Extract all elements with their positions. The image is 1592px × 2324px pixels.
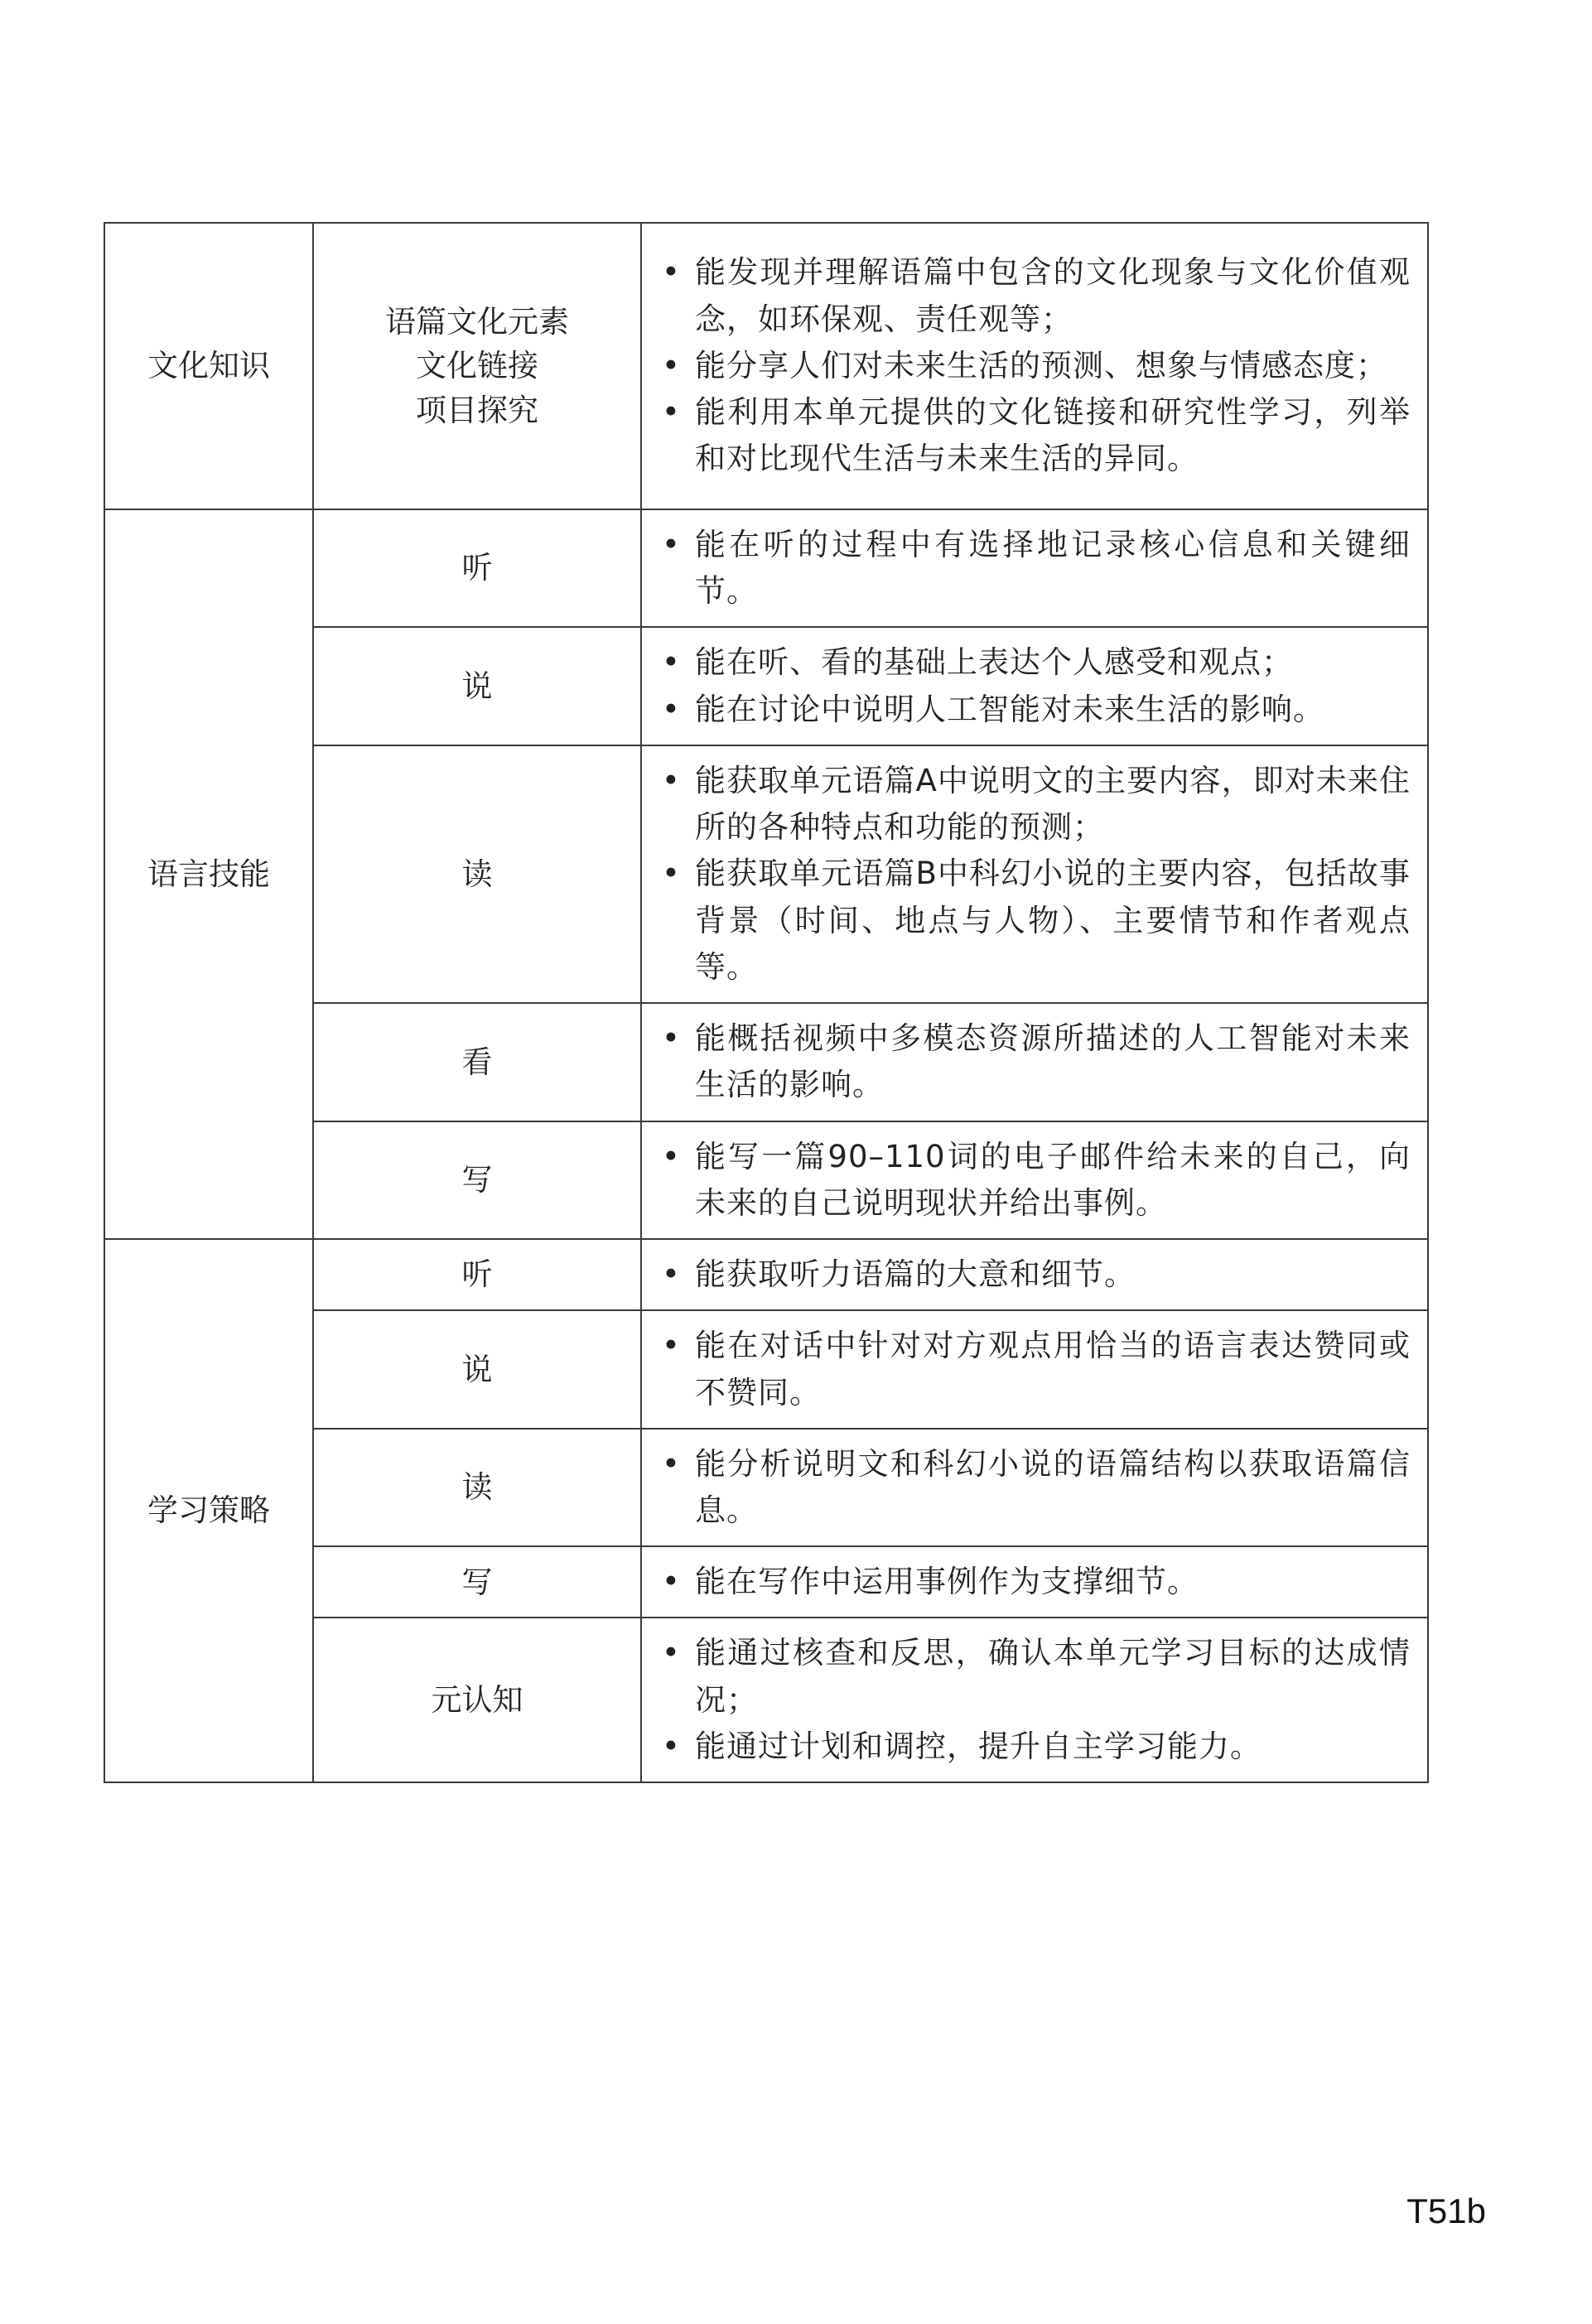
description-cell	[641, 1239, 1428, 1310]
objectives-table	[104, 222, 1429, 1783]
bullet-list	[654, 249, 1411, 482]
bullet-list	[654, 1630, 1411, 1770]
subcategory-cell: 写	[313, 1546, 641, 1618]
bullet-item: • 能通过计划和调控，提升自主学习能力。	[654, 1724, 1411, 1770]
bullet-item: • 能概括视频中多模态资源所描述的人工智能对未来生活的影响。	[654, 1015, 1411, 1108]
description-cell	[641, 1546, 1428, 1618]
description-cell	[641, 745, 1428, 1003]
subcategory-cell: 读	[313, 745, 641, 1003]
bullet-list	[654, 1134, 1411, 1227]
table-row	[104, 509, 1428, 627]
category-cell: 学习策略	[104, 1239, 313, 1782]
table-row	[104, 1239, 1428, 1310]
bullet-list	[654, 1015, 1411, 1108]
bullet-item: • 能在写作中运用事例作为支撑细节。	[654, 1559, 1411, 1605]
subcategory-line: 文化链接	[416, 348, 538, 384]
subcategory-line: 项目探究	[416, 392, 538, 428]
bullet-list	[654, 1441, 1411, 1534]
bullet-list	[654, 522, 1411, 615]
bullet-item: • 能利用本单元提供的文化链接和研究性学习，列举和对比现代生活与未来生活的异同。	[654, 389, 1411, 482]
bullet-list	[654, 639, 1411, 732]
subcategory-line: 语篇文化元素	[385, 303, 569, 340]
bullet-item: • 能在对话中针对对方观点用恰当的语言表达赞同或不赞同。	[654, 1323, 1411, 1415]
page-number: T51b	[1406, 2191, 1486, 2230]
description-cell	[641, 1618, 1428, 1782]
description-cell	[641, 1429, 1428, 1546]
description-cell	[641, 1310, 1428, 1428]
subcategory-cell	[313, 223, 641, 509]
bullet-item: • 能在听、看的基础上表达个人感受和观点；	[654, 639, 1411, 686]
bullet-list	[654, 1559, 1411, 1605]
subcategory-cell: 听	[313, 1239, 641, 1310]
objectives-table-body	[104, 223, 1428, 1782]
bullet-list	[654, 1323, 1411, 1415]
bullet-list	[654, 758, 1411, 991]
bullet-item: • 能在讨论中说明人工智能对未来生活的影响。	[654, 687, 1411, 733]
bullet-item: • 能获取听力语篇的大意和细节。	[654, 1251, 1411, 1298]
bullet-item: • 能获取单元语篇B中科幻小说的主要内容，包括故事背景（时间、地点与人物）、主要情节和作者观点等。	[654, 851, 1411, 991]
description-cell	[641, 1003, 1428, 1121]
bullet-item: • 能获取单元语篇A中说明文的主要内容，即对未来住所的各种特点和功能的预测；	[654, 758, 1411, 851]
description-cell	[641, 627, 1428, 745]
subcategory-cell: 写	[313, 1121, 641, 1239]
category-cell: 语言技能	[104, 509, 313, 1239]
description-cell	[641, 1121, 1428, 1239]
subcategory-cell: 说	[313, 627, 641, 745]
bullet-item: • 能分析说明文和科幻小说的语篇结构以获取语篇信息。	[654, 1441, 1411, 1534]
table-row	[104, 223, 1428, 509]
category-cell: 文化知识	[104, 223, 313, 509]
description-cell	[641, 223, 1428, 509]
subcategory-cell: 读	[313, 1429, 641, 1546]
subcategory-cell: 说	[313, 1310, 641, 1428]
subcategory-cell: 看	[313, 1003, 641, 1121]
bullet-item: • 能发现并理解语篇中包含的文化现象与文化价值观念，如环保观、责任观等；	[654, 249, 1411, 342]
bullet-item: • 能在听的过程中有选择地记录核心信息和关键细节。	[654, 522, 1411, 615]
description-cell	[641, 509, 1428, 627]
bullet-item: • 能写一篇90–110词的电子邮件给未来的自己，向未来的自己说明现状并给出事例。	[654, 1134, 1411, 1227]
subcategory-cell: 听	[313, 509, 641, 627]
bullet-item: • 能通过核查和反思，确认本单元学习目标的达成情况；	[654, 1630, 1411, 1723]
bullet-item: • 能分享人们对未来生活的预测、想象与情感态度；	[654, 343, 1411, 389]
bullet-list	[654, 1251, 1411, 1298]
subcategory-cell: 元认知	[313, 1618, 641, 1782]
